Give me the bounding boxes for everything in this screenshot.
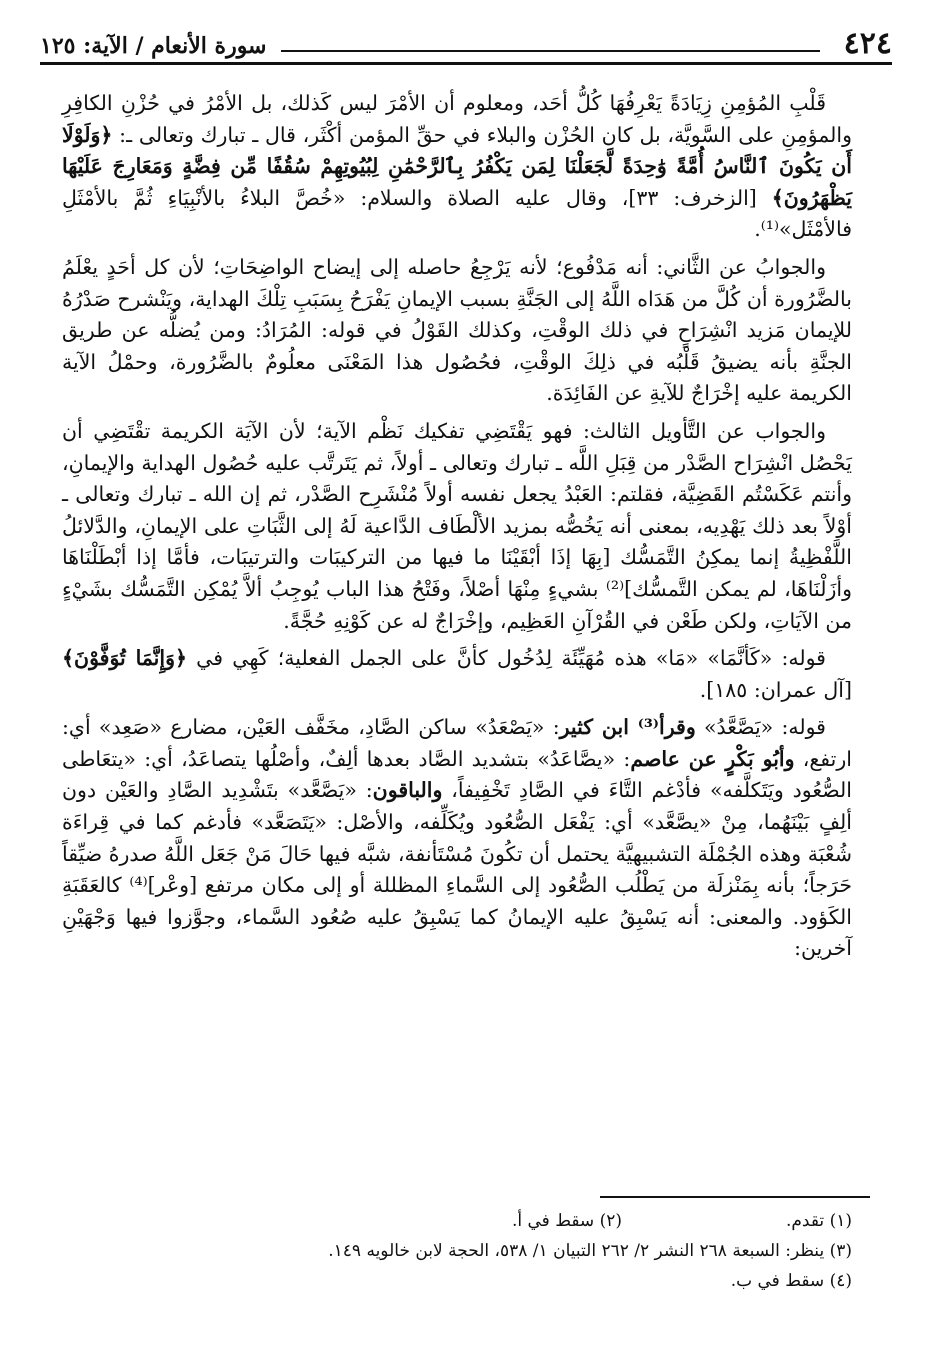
paragraph: والجوابُ عن الثَّاني: أنه مَدْفُوع؛ لأنه يَرْجِعُ حاصله إلى إيضاح الواضِحَاتِ؛ لأن كل أحَدٍ يعْلَمُ بالضَّرُورة أن كُلَّ من هَدَاه اللَّهُ إلى الجَنَّةِ بسبب الإيمانِ يَفْرَحُ بِسَبَبِ تِلْكَ الهداية، ويَنْشرح صَدْرُهُ للإيمان مَزيد انْشِرَاحٍ في ذلك الوقْتِ، وكذلك القَوْلُ في قوله: المُرَادُ: ومن يُضلُّه عن طريق الجنَّةِ بأنه يضيقُ قَلْبُه في ذلِكَ الوقْتِ، فحُصُول هذا المَعْنَى معلُومٌ بالضَّرُورة، وحمْلُ الآية الكريمة عليه إخْرَاجٌ للآيةِ عن الفَائِدَة. [62, 254, 852, 406]
paragraph: والجواب عن التَّأويل الثالث: فهو يَقْتَضِي تفكيك نَظْم الآية؛ لأن الآيَة الكريمة تقْتَضِي أن يَحْصُل انْشِرَاح الصَّدْر من قِبَلِ اللَّه ـ تبارك وتعالى ـ أولاً، ثم يَتَرتَّب عليه حُصُول الهداية والإيمانِ، وأنتم عَكَسْتُم القَضِيَّة، فقلتم: العَبْدُ يجعل نفسه أولاً مُنْشَرِح الصَّدْر، ثم إن الله ـ تبارك وتعالى ـ أوْلاً بعد ذلك يَهْدِيه، بمعنى أنه يَخُصُّه بمزيد الألْطَاف الدَّاعية لَهُ إلى الثَّبَاتِ على الإيمانِ، والدَّلائلُ اللَّفْظِيةُ إنما يمكِنُ التَّمَسُّك [بِهَا إذَا أبْقَيْنَا ما فيها من التركيبَات والترتيبَات، فأمَّا إذا أبْطَلْنَاهَا وأزَلْنَاهَا، لم يمكن التَّمسُّك]⁽²⁾ بشيءٍ مِنْهَا أصْلاً، وفَتْحُ هذا الباب يُوجِبُ ألاَّ يُمْكِن التَّمَسُّك بشَيْءٍ من الآيَاتِ، ولكن طَعْن في القُرْآنِ العَظِيم، وإخْرَاجٌ له عن كَوْنِهِ حُجَّةً. [62, 418, 852, 633]
header-rule [281, 50, 820, 52]
reader-name: وقرأ⁽³⁾ ابن كثير [559, 715, 696, 740]
main-text [62, 88, 852, 971]
footnote-2: (٢) سقط في أ. [511, 1211, 622, 1231]
footnote-row [62, 1206, 852, 1236]
footnotes [62, 1206, 852, 1296]
footnote-4: (٤) سقط في ب. [730, 1271, 852, 1291]
quran-verse: ﴿وَلَوْلَا أَن يَكُونَ ٱلنَّاسُ أُمَّةً وَٰحِدَةً لَّجَعَلْنَا لِمَن يَكْفُرُ بِٱلرَّحْمَٰنِ لِبُيُوتِهِمْ سُقُفًا مِّن فِضَّةٍ وَمَعَارِجَ عَلَيْهَا يَظْهَرُونَ﴾ [62, 122, 852, 210]
reader-name: والباقون [372, 778, 443, 803]
footnote-3: (٣) ينظر: السبعة ٢٦٨ النشر ٢/ ٢٦٢ التبيان ١/ ٥٣٨، الحجة لابن خالويه ١٤٩. [328, 1241, 852, 1261]
footnote-divider [600, 1196, 870, 1198]
header-title: سورة الأنعام / الآية: ١٢٥ [40, 33, 267, 59]
reader-name: وأبُو بَكْرٍ عن عاصم [630, 746, 795, 771]
paragraph: قَلْبِ المُؤمِنِ زِيَادَةً يَعْرِفُهَا كُلُّ أحَد، ومعلوم أن الأمْرَ ليس كَذلك، بل الأمْرُ في حُزْنِ الكافِرِ والمؤمِنِ على السَّويَّة، بل كان الحُزْن والبلاء في حقِّ المؤمن أكْثَر، قال ـ تبارك وتعالى ـ: ﴿وَلَوْلَا أَن يَكُونَ ٱلنَّاسُ أُمَّةً وَٰحِدَةً لَّجَعَلْنَا لِمَن يَكْفُرُ بِٱلرَّحْمَٰنِ لِبُيُوتِهِمْ سُقُفًا مِّن فِضَّةٍ وَمَعَارِجَ عَلَيْهَا يَظْهَرُونَ﴾ [الزخرف: ٣٣]، وقال عليه الصلاة والسلام: «خُصَّ البلاءُ بالأنْبِيَاءِ ثُمَّ بالأمْثَلِ فالأمْثَل»⁽¹⁾. [62, 91, 852, 242]
page-header [40, 22, 892, 65]
quran-verse: ﴿وَإِنَّمَا تُوَفَّوْنَ﴾ [62, 646, 187, 671]
footnote-1: (١) تقدم. [785, 1211, 852, 1231]
page-number: ٤٢٤ [843, 26, 892, 61]
paragraph: قوله: «يَصَّعَّدُ» وقرأ⁽³⁾ ابن كثير: «يَصْعَدُ» ساكن الصَّادِ، مخَفَّف العَيْن، مضارع «صَعِد» أي: ارتفع، وأبُو بَكْرٍ عن عاصم: «يصَّاعَدُ» بتشديد الصَّاد بعدها ألِفٌ، وأصْلُها يتصاعَدُ، أي: «يتعَاطى الصُّعُود ويَتَكلَّفه» فأدْغم التَّاءَ في الصَّادِ تَخْفِيفاً، والباقون: «يَصَّعَّد» بتَشْدِيد الصَّادِ والعَيْن دون ألِفٍ بَيْنَهُما، مِنْ «يصَّعَّد» أي: يَفْعَل الصُّعُود ويُكَلِّفه، والأصْل: «يَتَصَعَّد» فأدغم كما في قِراءَة شُعْبَة وهذه الجُمْلَة التشبيهيَّة يحتمل أن تكُونَ مُسْتَأنفة، شبَّه فيها حَالَ مَنْ جَعَل اللَّهُ صدرهُ ضيِّقاً حَرَجاً؛ بأنه بِمَنْزلَة من يَطْلُب الصُّعُود إلى السَّماءِ المظللة أو إلى مكان مرتفع [وعْر]⁽⁴⁾ كالعَقَبَةِ الكَؤود. والمعنى: أنه يَسْبِقُ عليه الإيمانُ كما يَسْبِقُ عليه صُعُود السَّماء، وجوَّزوا فيها وَجْهَيْنِ آخرين: [62, 715, 852, 961]
paragraph: قوله: «كَأنَّمَا» «مَا» هذه مُهَيِّئَة لِدُخُول كأنَّ على الجمل الفعلية؛ كَهِي في ﴿وَإِنَّمَا تُوَفَّوْنَ﴾ [آل عمران: ١٨٥]. [62, 646, 852, 702]
